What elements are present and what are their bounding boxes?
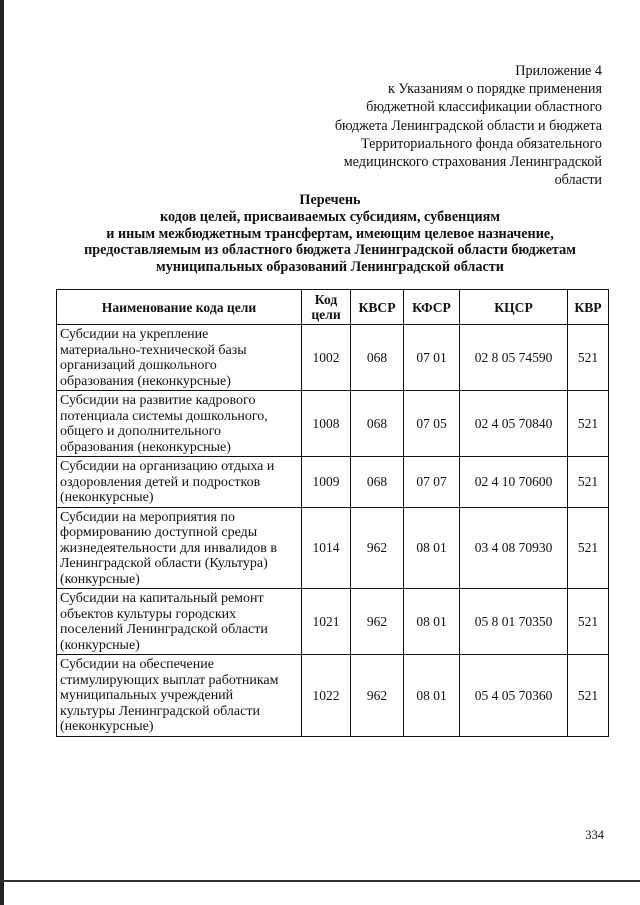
- cell-kvsr: 068: [351, 325, 404, 391]
- title-line: и иным межбюджетным трансфертам, имеющим целевое назначение,: [106, 225, 554, 242]
- header-kvr: КВР: [568, 290, 609, 325]
- cell-kvr: 521: [568, 325, 609, 391]
- title-line: Перечень: [299, 192, 361, 208]
- cell-name-line: потенциала системы дошкольного,: [60, 408, 268, 424]
- appendix-line: Территориального фонда обязательного: [360, 135, 602, 152]
- cell-kcsr: 03 4 08 70930: [460, 507, 568, 589]
- cell-name-line: (неконкурсные): [60, 719, 154, 734]
- cell-name: [57, 457, 302, 508]
- cell-kvr: 521: [568, 457, 609, 508]
- document-title: [52, 192, 608, 276]
- page-bottom-edge: [0, 880, 640, 882]
- table-row: [57, 589, 609, 655]
- cell-code: 1002: [302, 325, 351, 391]
- cell-kvsr: 068: [351, 457, 404, 508]
- appendix-line: бюджета Ленинградской области и бюджета: [334, 117, 602, 134]
- cell-code: 1009: [302, 457, 351, 508]
- cell-kvr: 521: [568, 507, 609, 589]
- cell-code: 1008: [302, 391, 351, 457]
- appendix-line: медицинского страхования Ленинградской: [343, 154, 602, 171]
- header-kcsr: КЦСР: [460, 290, 568, 325]
- appendix-line: бюджетной классификации областного: [366, 99, 602, 116]
- cell-name-line: объектов культуры городских: [60, 606, 237, 622]
- cell-kfsr: 07 05: [404, 391, 460, 457]
- appendix-line: области: [554, 172, 602, 189]
- cell-name-line: Субсидии на капитальный ремонт: [60, 591, 264, 606]
- header-name: Наименование кода цели: [57, 290, 302, 325]
- cell-name-line: Субсидии на обеспечение: [60, 657, 214, 672]
- cell-kvsr: 068: [351, 391, 404, 457]
- cell-name-line: муниципальных учреждений: [60, 688, 234, 703]
- cell-code: 1021: [302, 589, 351, 655]
- cell-name-line: оздоровления детей и подростков: [60, 474, 261, 490]
- cell-name-line: (неконкурсные): [60, 490, 154, 505]
- cell-name-line: поселений Ленинградской области: [60, 622, 268, 637]
- cell-name-line: Субсидии на мероприятия по: [60, 509, 235, 525]
- title-line: предоставляемым из областного бюджета Ленинградской области бюджетам: [84, 242, 576, 259]
- cell-code: 1022: [302, 655, 351, 737]
- cell-name-line: культуры Ленинградской области: [60, 703, 260, 719]
- cell-name-line: формированию доступной среды: [60, 525, 258, 540]
- cell-kvr: 521: [568, 391, 609, 457]
- cell-name-line: (конкурсные): [60, 571, 140, 587]
- cell-code: 1014: [302, 507, 351, 589]
- cell-name: [57, 507, 302, 589]
- cell-kfsr: 07 07: [404, 457, 460, 508]
- header-kvsr: КВСР: [351, 290, 404, 325]
- cell-name-line: образования (неконкурсные): [60, 373, 231, 389]
- cell-name: [57, 391, 302, 457]
- cell-name-line: жизнедеятельности для инвалидов в: [60, 540, 277, 556]
- cell-kvr: 521: [568, 589, 609, 655]
- cell-kcsr: 02 4 05 70840: [460, 391, 568, 457]
- table-row: [57, 391, 609, 457]
- header-code-line: цели: [311, 307, 341, 322]
- table-row: [57, 325, 609, 391]
- cell-kvsr: 962: [351, 507, 404, 589]
- cell-kfsr: 08 01: [404, 655, 460, 737]
- cell-name-line: Субсидии на организацию отдыха и: [60, 459, 275, 474]
- table-header-row: [57, 290, 609, 325]
- cell-name-line: организаций дошкольного: [60, 358, 217, 373]
- cell-name: [57, 589, 302, 655]
- appendix-note: [282, 62, 602, 189]
- cell-kfsr: 07 01: [404, 325, 460, 391]
- title-line: муниципальных образований Ленинградской области: [156, 259, 504, 276]
- codes-table: [56, 289, 609, 737]
- appendix-line: Приложение 4: [515, 63, 602, 79]
- cell-name-line: Субсидии на укрепление: [60, 327, 209, 342]
- cell-kvsr: 962: [351, 589, 404, 655]
- page-left-edge: [0, 0, 4, 905]
- cell-name-line: общего и дополнительного: [60, 424, 221, 439]
- header-kfsr: КФСР: [404, 290, 460, 325]
- table-row: [57, 457, 609, 508]
- cell-kfsr: 08 01: [404, 589, 460, 655]
- table-row: [57, 507, 609, 589]
- cell-kcsr: 05 4 05 70360: [460, 655, 568, 737]
- cell-name-line: Субсидии на развитие кадрового: [60, 393, 256, 408]
- cell-name-line: стимулирующих выплат работникам: [60, 672, 279, 688]
- cell-name: [57, 655, 302, 737]
- cell-kvsr: 962: [351, 655, 404, 737]
- cell-kvr: 521: [568, 655, 609, 737]
- cell-name-line: материально-технической базы: [60, 342, 247, 358]
- header-code-line: Код: [314, 292, 338, 307]
- header-code: [302, 290, 351, 325]
- page-number: 334: [585, 828, 604, 842]
- table-body: [57, 325, 609, 737]
- cell-name-line: (конкурсные): [60, 637, 140, 653]
- cell-name-line: Ленинградской области (Культура): [60, 556, 268, 571]
- cell-kcsr: 05 8 01 70350: [460, 589, 568, 655]
- cell-kfsr: 08 01: [404, 507, 460, 589]
- cell-name: [57, 325, 302, 391]
- cell-kcsr: 02 4 10 70600: [460, 457, 568, 508]
- appendix-line: к Указаниям о порядке применения: [387, 81, 602, 98]
- cell-kcsr: 02 8 05 74590: [460, 325, 568, 391]
- cell-name-line: образования (неконкурсные): [60, 439, 231, 455]
- title-line: кодов целей, присваиваемых субсидиям, субвенциям: [160, 208, 500, 225]
- table-row: [57, 655, 609, 737]
